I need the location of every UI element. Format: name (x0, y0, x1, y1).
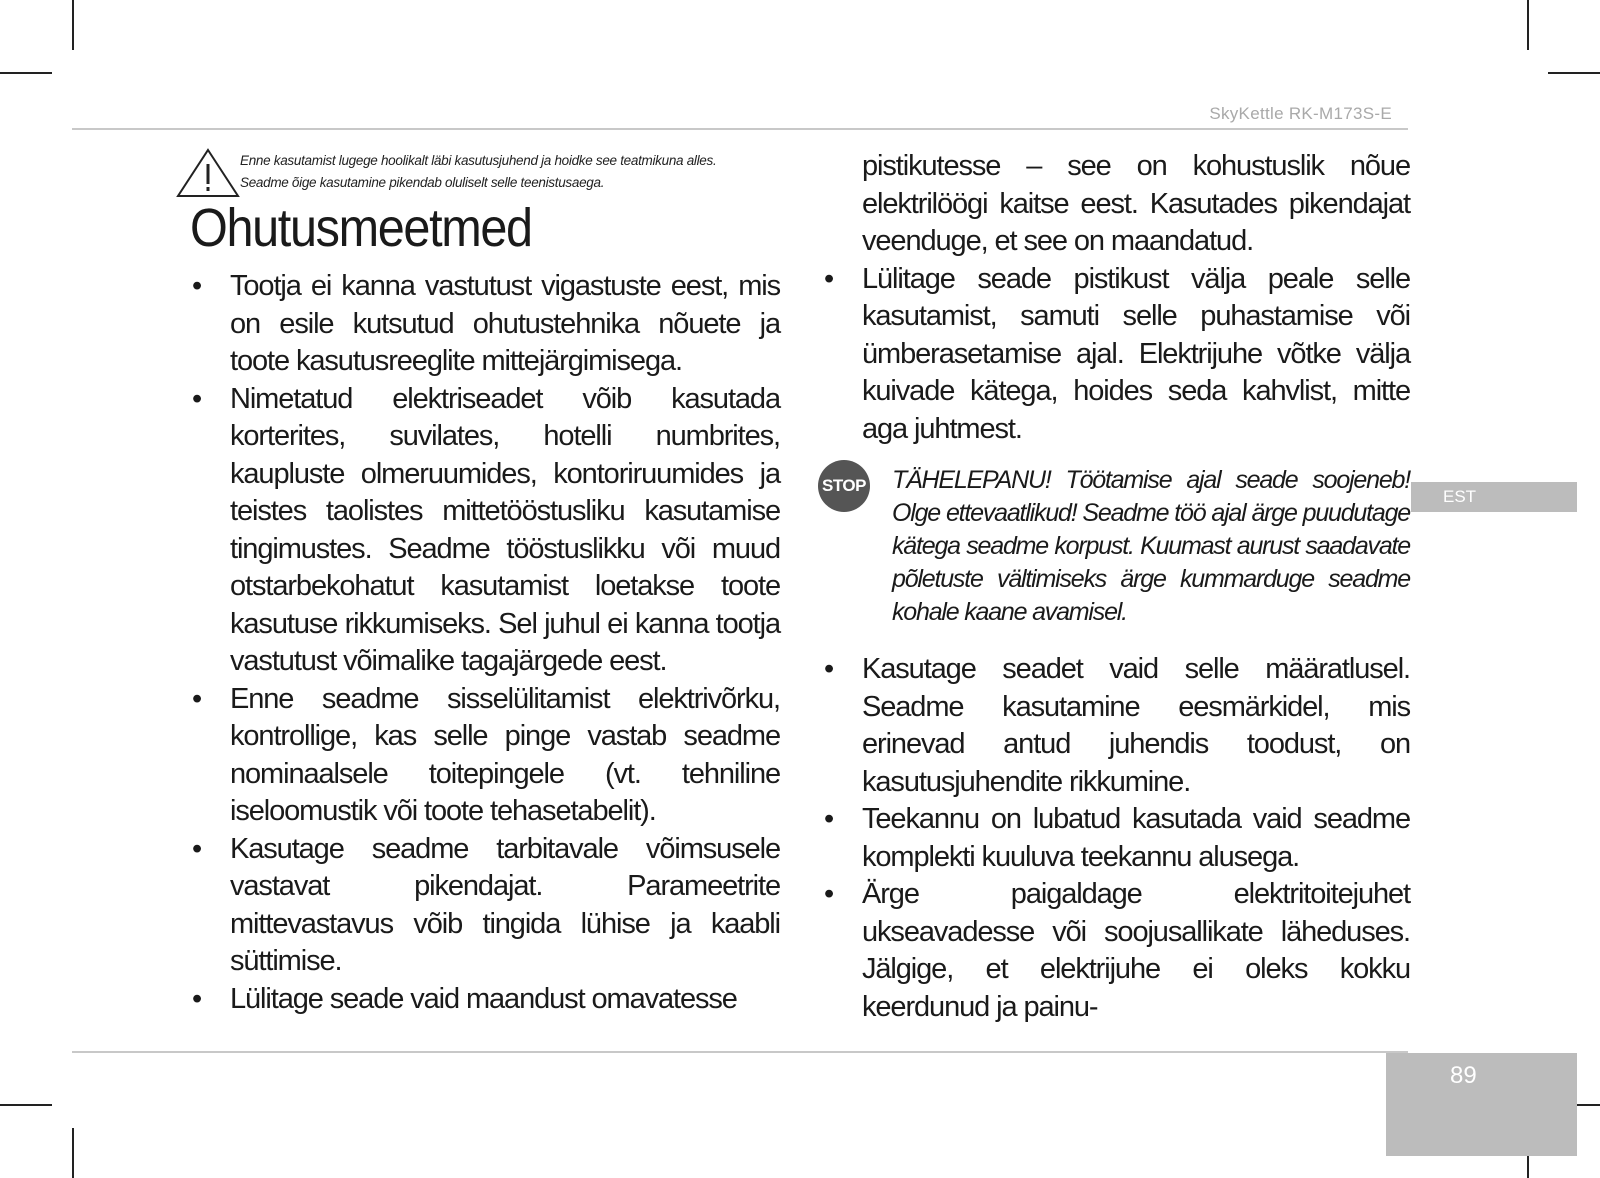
warning-text (240, 150, 800, 194)
crop-mark (0, 1104, 52, 1106)
page-number-box (1386, 1053, 1577, 1156)
crop-mark (1527, 0, 1529, 50)
continuation-text: pistikutesse – see on kohustuslik nõue elektrilöögi kaitse eest. Kasutades pikendajat veenduge, et see on maandatud. (862, 150, 1410, 257)
language-label: EST (1443, 487, 1477, 506)
footer-rule (72, 1051, 1408, 1053)
crop-mark (1548, 72, 1600, 74)
crop-mark (72, 0, 74, 50)
right-bullet-list-a (822, 261, 1410, 449)
page-title: Ohutusmeetmed (190, 198, 532, 258)
stop-note (822, 464, 1410, 629)
warning-line-1: Enne kasutamist lugege hoolikalt läbi kasutusjuhend ja hoidke see teatmikuna alles. (240, 153, 717, 168)
list-item: • Lülitage seade pistikust välja peale selle kasutamist, samuti selle puhastamise või ümberasetamise ajal. Elektrijuhe võtke välja kuivade kätega, hoides seda kahvlist, mitte aga juhtmest. (822, 261, 1410, 449)
page-number: 89 (1450, 1062, 1477, 1089)
stop-sign-icon: STOP (818, 460, 870, 512)
language-tab (1411, 482, 1577, 512)
list-item: • Tootja ei kanna vastutust vigastuste eest, mis on esile kutsutud ohutustehnika nõuete ja toote kasutusreeglite mittejärgimisega. (190, 268, 780, 381)
right-bullet-list-b (822, 651, 1410, 1026)
warning-triangle-icon (176, 148, 240, 198)
stop-note-text: TÄHELEPANU! Töötamise ajal seade soojeneb! Olge ettevaatlikud! Seadme töö ajal ärge puudutage kätega seadme korpust. Kuumast aurust saadavate põletuste vältimiseks ärge kummarduge seadme kohale kaane avamisel. (892, 466, 1410, 626)
header-model: SkyKettle RK-M173S-E (1209, 104, 1392, 123)
header-rule (72, 128, 1408, 130)
warning-note (190, 140, 780, 198)
list-item: • Teekannu on lubatud kasutada vaid seadme komplekti kuuluva teekannu alusega. (822, 801, 1410, 876)
left-column (190, 140, 780, 1018)
list-item: • Ärge paigaldage elektritoitejuhet ukseavadesse või soojusallikate läheduses. Jälgige, et elektrijuhe ei oleks kokku keerdunud ja painu- (822, 876, 1410, 1026)
warning-line-2: Seadme õige kasutamine pikendab oluliselt selle teenistusaega. (240, 175, 605, 190)
list-item: • Enne seadme sisselülitamist elektrivõrku, kontrollige, kas selle pinge vastab seadme nominaalsele toitepingele (vt. tehniline iseloomustik või toote tehasetabelit). (190, 681, 780, 831)
crop-mark (0, 72, 52, 74)
list-item: • Lülitage seade vaid maandust omavatesse (190, 981, 780, 1019)
list-item: • Kasutage seadme tarbitavale võimsusele vastavat pikendajat. Parameetrite mittevastavus võib tingida lühise ja kaabli süttimise. (190, 831, 780, 981)
crop-mark (72, 1128, 74, 1178)
list-item: • Kasutage seadet vaid selle määratlusel. Seadme kasutamine eesmärkidel, mis erinevad antud juhendis toodust, on kasutusjuhendite rikkumine. (822, 651, 1410, 801)
left-bullet-list (190, 268, 780, 1018)
right-column (822, 148, 1410, 1026)
list-item: • Nimetatud elektriseadet võib kasutada korterites, suvilates, hotelli numbrites, kaupluste olmeruumides, kontoriruumides ja teistes taolistes mittetööstusliku kasutamise tingimustes. Seadme tööstuslikku või muud otstarbekohatut kasutamist loetakse toote kasutuse rikkumiseks. Sel juhul ei kanna tootja vastutust võimalike tagajärgede eest. (190, 381, 780, 681)
